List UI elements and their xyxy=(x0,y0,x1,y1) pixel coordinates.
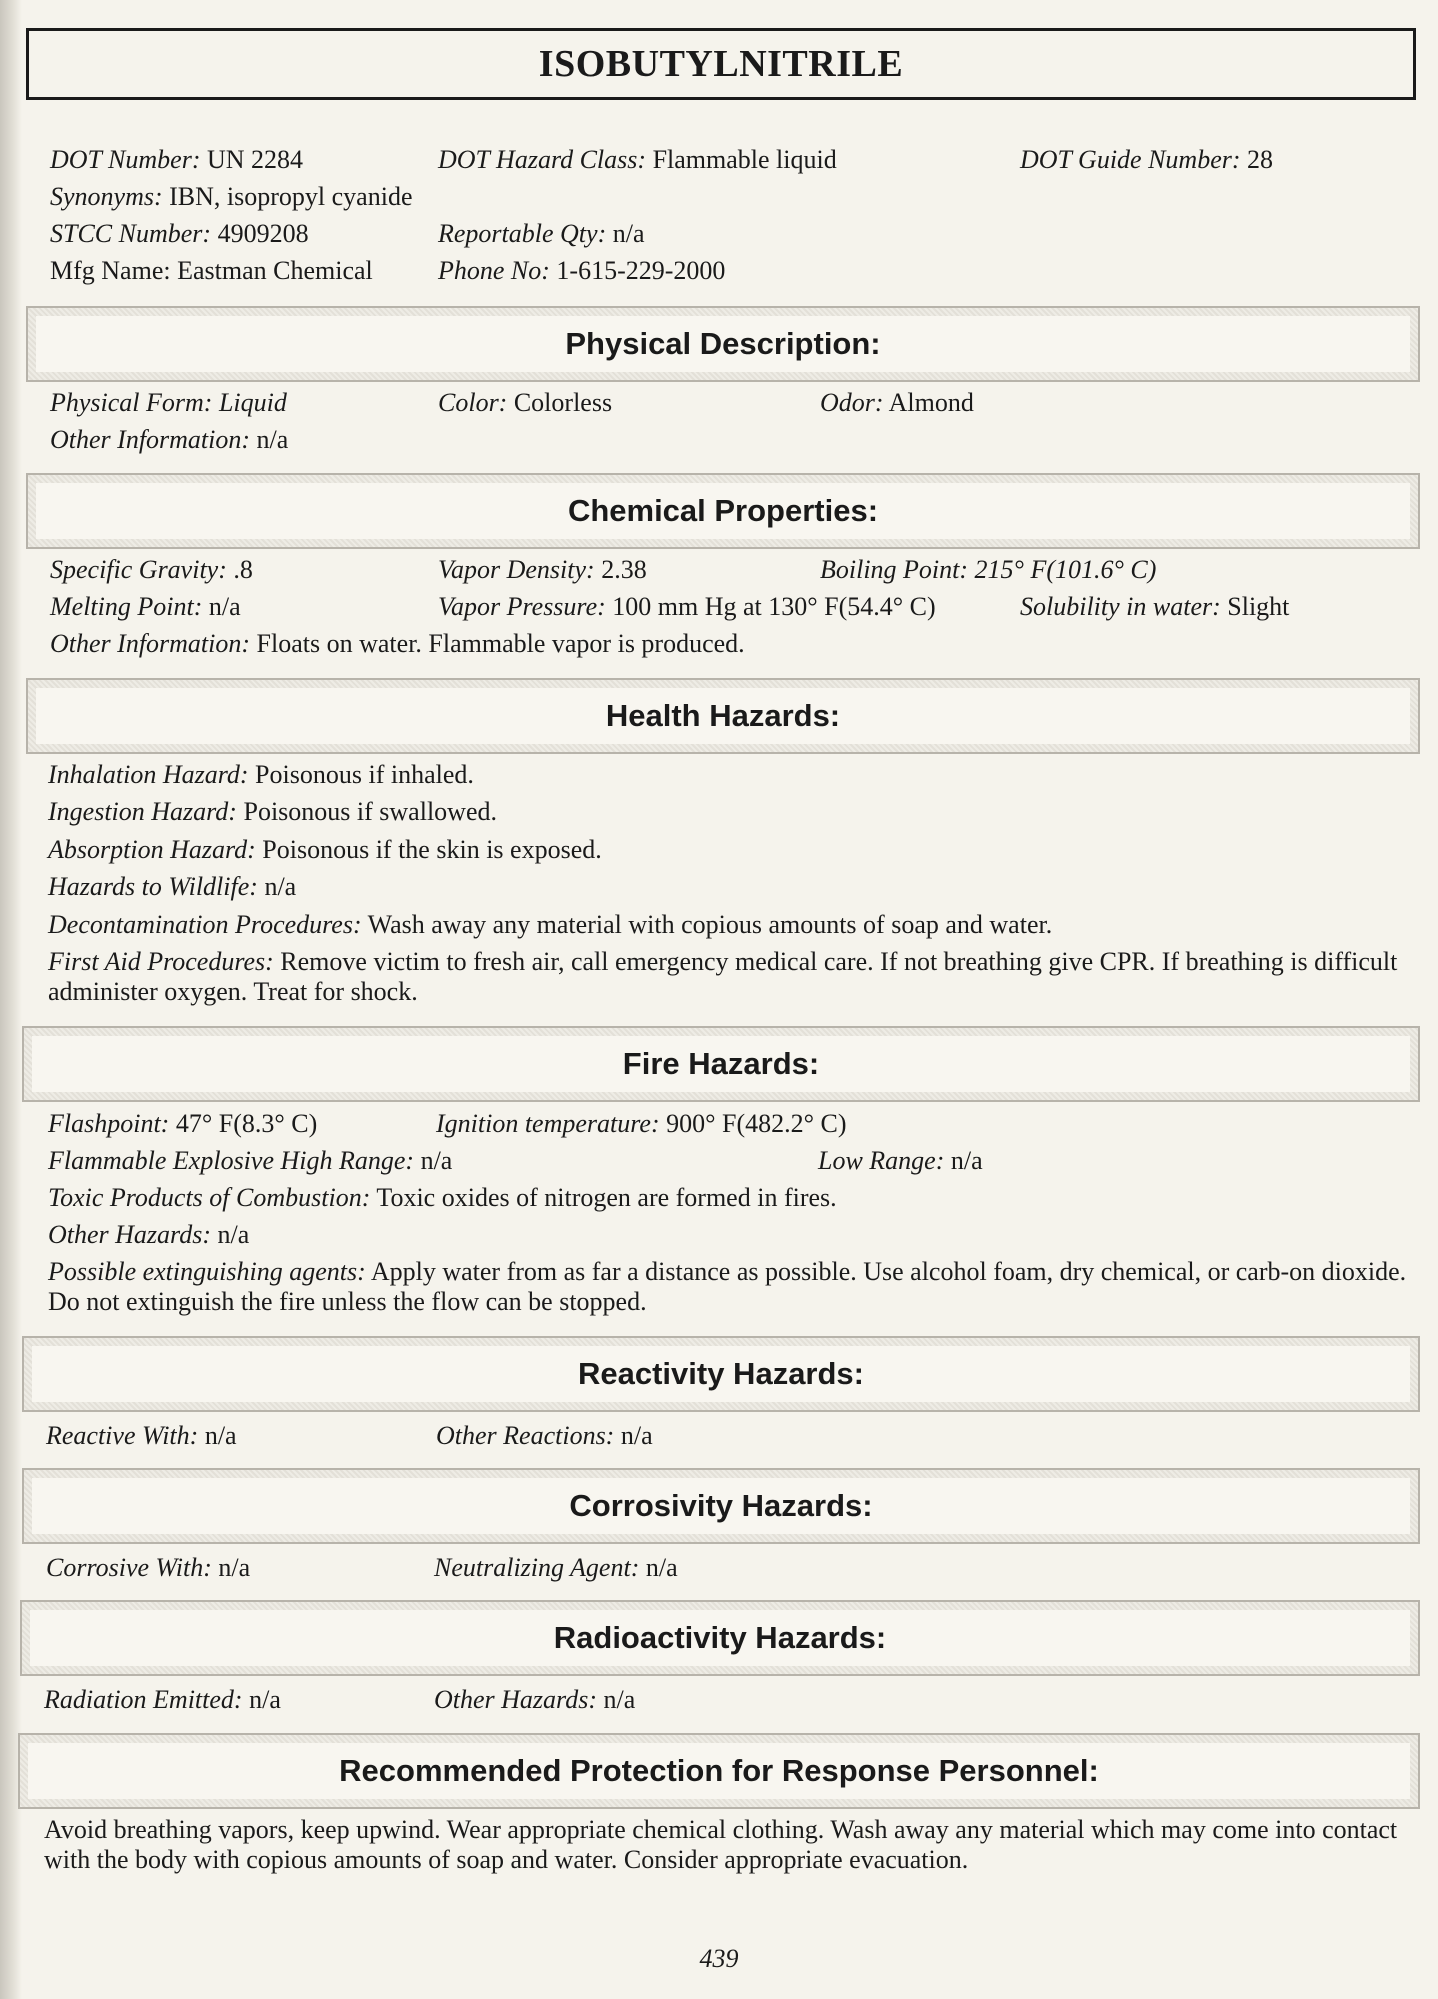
wildlife-value: n/a xyxy=(264,872,297,901)
section-header-health xyxy=(26,678,1420,754)
dot-hazard-class-label: DOT Hazard Class: xyxy=(438,145,647,174)
boiling-point-label: Boiling Point: 215° F(101.6° C) xyxy=(820,555,1157,584)
corrosivity-section-title: Corrosivity Hazards: xyxy=(569,1488,873,1523)
ingestion-row xyxy=(48,797,497,827)
extinguishing-value: Apply water from as far a distance as possible. Use alcohol foam, dry chemical, or carb-on dioxide. Do not extinguish the fire unless the flow can be stopped. xyxy=(48,1257,1407,1316)
reportable-qty-value: n/a xyxy=(612,219,645,248)
reactive-with-value: n/a xyxy=(204,1421,237,1450)
vapor-pressure-value: 100 mm Hg at 130° F(54.4° C) xyxy=(612,592,936,621)
radio-other-hazards-label: Other Hazards: xyxy=(434,1685,597,1714)
ingestion-label: Ingestion Hazard: xyxy=(48,797,237,826)
chemical-row-3 xyxy=(50,629,745,659)
color-value: Colorless xyxy=(513,388,613,417)
stcc-label: STCC Number: xyxy=(50,219,212,248)
fire-other-label: Other Hazards: xyxy=(48,1220,211,1249)
low-range-value: n/a xyxy=(950,1146,983,1175)
toxic-products-value: Toxic oxides of nitrogen are formed in fires. xyxy=(376,1183,837,1212)
color-label: Color: xyxy=(438,388,508,417)
neutralizing-agent-value: n/a xyxy=(645,1553,678,1582)
physical-other-label: Other Information: xyxy=(50,425,251,454)
inhalation-row xyxy=(48,760,474,790)
physical-other-value: n/a xyxy=(256,425,289,454)
radioactivity-section-title: Radioactivity Hazards: xyxy=(553,1620,887,1655)
flashpoint-value: 47° F(8.3° C) xyxy=(175,1109,318,1138)
high-range-label: Flammable Explosive High Range: xyxy=(48,1146,415,1175)
extinguishing-label: Possible extinguishing agents: xyxy=(48,1257,366,1286)
page-number: 439 xyxy=(699,1944,739,1973)
wildlife-label: Hazards to Wildlife: xyxy=(48,872,258,901)
ingestion-value: Poisonous if swallowed. xyxy=(243,797,497,826)
section-header-fire xyxy=(22,1026,1420,1102)
section-header-corrosivity xyxy=(22,1468,1420,1544)
decontamination-value: Wash away any material with copious amounts of soap and water. xyxy=(367,910,1053,939)
dot-number-label: DOT Number: xyxy=(50,145,201,174)
decontamination-label: Decontamination Procedures: xyxy=(48,910,362,939)
ignition-label: Ignition temperature: xyxy=(436,1109,660,1138)
synonyms-label: Synonyms: xyxy=(50,182,163,211)
physical-section-title: Physical Description: xyxy=(565,326,881,361)
radio-other-hazards-value: n/a xyxy=(603,1685,636,1714)
reactivity-section-title: Reactivity Hazards: xyxy=(577,1356,864,1391)
physical-form-label: Physical Form: Liquid xyxy=(50,388,287,417)
dot-hazard-class-value: Flammable liquid xyxy=(652,145,837,174)
vapor-density-label: Vapor Density: xyxy=(438,555,595,584)
extinguishing-paragraph xyxy=(48,1257,1418,1317)
inhalation-value: Poisonous if inhaled. xyxy=(255,760,474,789)
vapor-pressure-label: Vapor Pressure: xyxy=(438,592,606,621)
chemical-section-title: Chemical Properties: xyxy=(567,493,879,528)
mfg-name-value: Eastman Chemical xyxy=(177,256,373,285)
dot-number-value: UN 2284 xyxy=(206,145,304,174)
section-header-chemical xyxy=(26,473,1420,549)
section-header-radioactivity xyxy=(20,1600,1420,1676)
chemical-other-value: Floats on water. Flammable vapor is produced. xyxy=(256,629,745,658)
section-header-physical xyxy=(26,306,1420,382)
reportable-qty-label: Reportable Qty: xyxy=(438,219,607,248)
fire-other-row xyxy=(48,1220,249,1250)
fire-section-title: Fire Hazards: xyxy=(622,1046,820,1081)
flashpoint-label: Flashpoint: xyxy=(48,1109,170,1138)
absorption-value: Poisonous if the skin is exposed. xyxy=(262,835,602,864)
toxic-products-label: Toxic Products of Combustion: xyxy=(48,1183,371,1212)
stcc-value: 4909208 xyxy=(217,219,309,248)
radiation-emitted-label: Radiation Emitted: xyxy=(44,1685,243,1714)
ignition-value: 900° F(482.2° C) xyxy=(666,1109,847,1138)
absorption-row xyxy=(48,835,602,865)
toxic-products-row xyxy=(48,1183,837,1213)
chemical-name-title: ISOBUTYLNITRILE xyxy=(538,43,904,85)
synonyms-row xyxy=(50,182,412,212)
synonyms-value: IBN, isopropyl cyanide xyxy=(169,182,413,211)
physical-row-2 xyxy=(50,425,288,455)
decontamination-row xyxy=(48,910,1052,940)
melting-point-value: n/a xyxy=(208,592,241,621)
phone-label: Phone No: xyxy=(438,256,550,285)
dot-guide-number-label: DOT Guide Number: xyxy=(1020,145,1241,174)
vapor-density-value: 2.38 xyxy=(601,555,647,584)
inhalation-label: Inhalation Hazard: xyxy=(48,760,249,789)
mfg-name-label: Mfg Name: xyxy=(50,256,171,285)
other-reactions-label: Other Reactions: xyxy=(436,1421,615,1450)
corrosive-with-label: Corrosive With: xyxy=(46,1553,212,1582)
section-header-reactivity xyxy=(22,1336,1420,1412)
first-aid-value: Remove victim to fresh air, call emergency medical care. If not breathing give CPR. If breathing is difficult administer oxygen. Treat for shock. xyxy=(48,947,1398,1006)
other-reactions-value: n/a xyxy=(620,1421,653,1450)
fire-other-value: n/a xyxy=(217,1220,250,1249)
specific-gravity-value: .8 xyxy=(233,555,253,584)
neutralizing-agent-label: Neutralizing Agent: xyxy=(434,1553,640,1582)
reactive-with-label: Reactive With: xyxy=(46,1421,199,1450)
first-aid-label: First Aid Procedures: xyxy=(48,947,274,976)
wildlife-row xyxy=(48,872,296,902)
low-range-label: Low Range: xyxy=(818,1146,945,1175)
health-section-title: Health Hazards: xyxy=(605,698,841,733)
protection-section-title: Recommended Protection for Response Personnel: xyxy=(339,1753,1099,1788)
specific-gravity-label: Specific Gravity: xyxy=(50,555,227,584)
high-range-value: n/a xyxy=(420,1146,453,1175)
melting-point-label: Melting Point: xyxy=(50,592,203,621)
absorption-label: Absorption Hazard: xyxy=(48,835,256,864)
protection-paragraph: Avoid breathing vapors, keep upwind. Wear appropriate chemical clothing. Wash away any material which may come into contact with the body with copious amounts of soap and water. Consider appropriate evacuation. xyxy=(44,1815,1398,1874)
solubility-label: Solubility in water: xyxy=(1020,592,1221,621)
radiation-emitted-value: n/a xyxy=(249,1685,281,1714)
solubility-value: Slight xyxy=(1227,592,1290,621)
phone-value: 1-615-229-2000 xyxy=(556,256,726,285)
section-header-protection xyxy=(18,1733,1420,1809)
first-aid-paragraph xyxy=(48,947,1418,1007)
title-box xyxy=(26,28,1416,100)
dot-guide-number-value: 28 xyxy=(1247,145,1274,174)
chemical-other-label: Other Information: xyxy=(50,629,251,658)
odor-label: Odor: xyxy=(820,388,884,417)
corrosive-with-value: n/a xyxy=(218,1553,251,1582)
odor-value: Almond xyxy=(888,388,974,417)
